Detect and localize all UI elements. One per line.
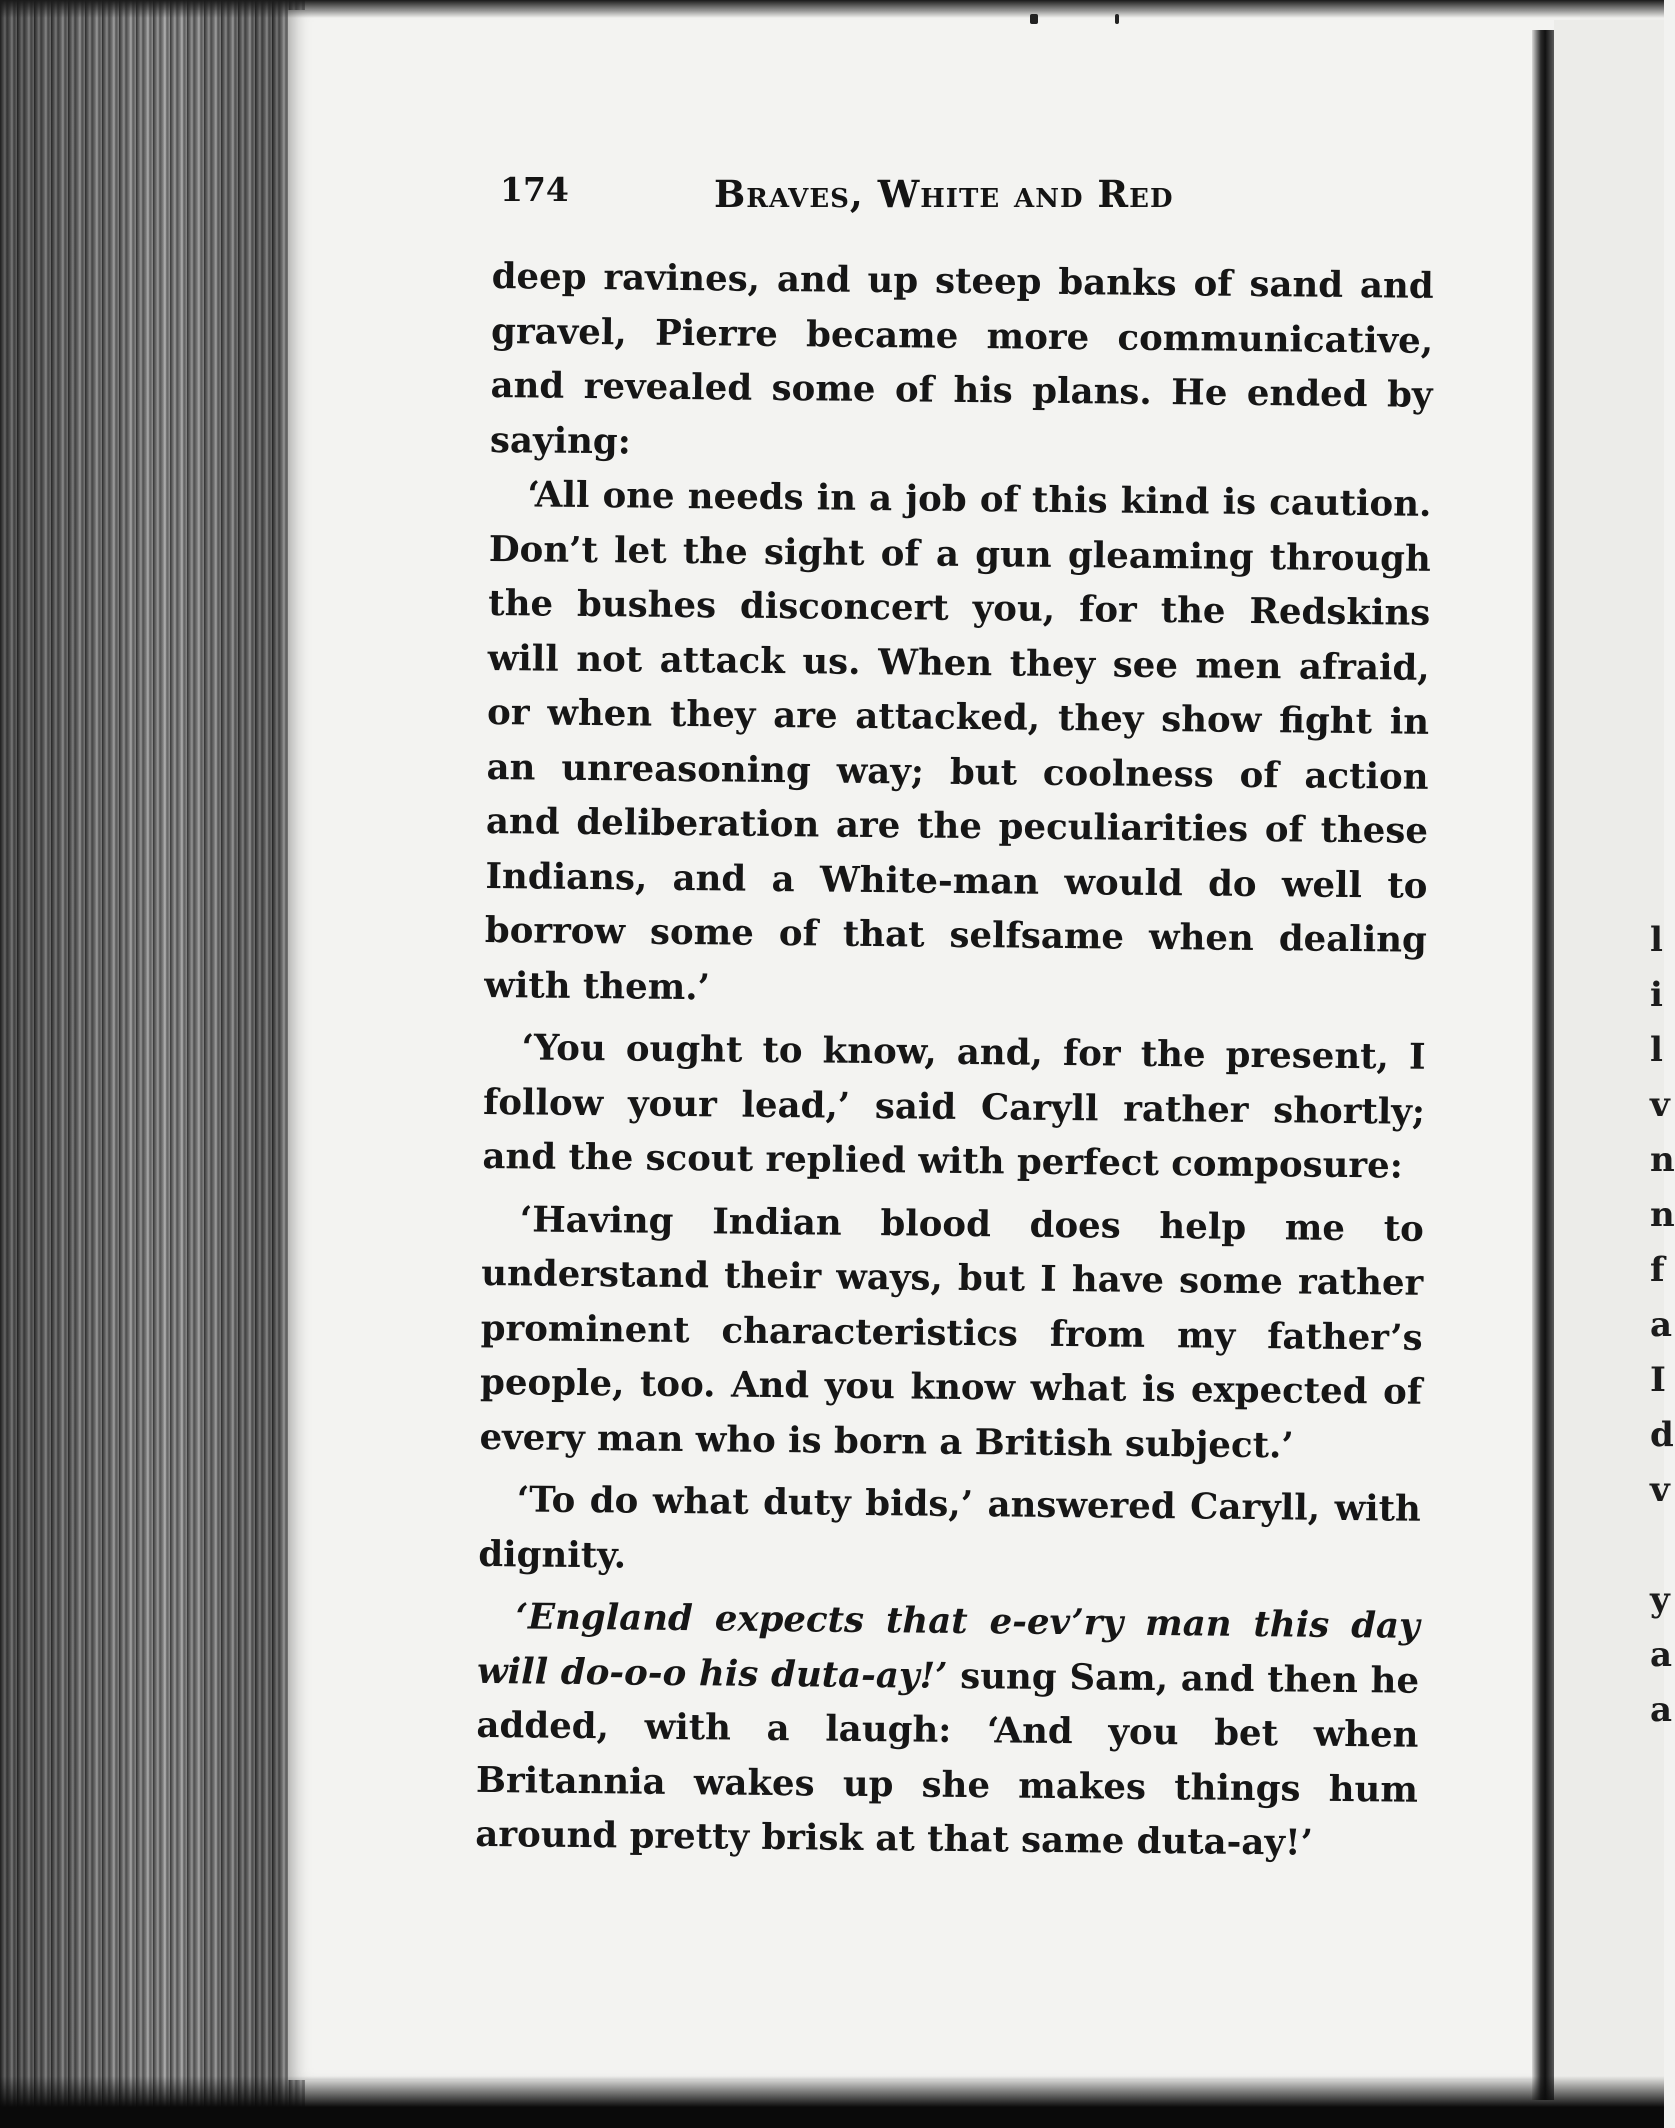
facing-letter: v bbox=[1650, 1085, 1670, 1125]
facing-letter: n bbox=[1650, 1195, 1675, 1235]
facing-letter: f bbox=[1650, 1250, 1665, 1290]
running-head: Braves, White and Red bbox=[714, 172, 1174, 216]
facing-letter: i bbox=[1650, 975, 1663, 1015]
facing-letter: a bbox=[1650, 1635, 1673, 1675]
print-speck bbox=[1115, 14, 1119, 24]
page-number: 174 bbox=[500, 170, 569, 209]
facing-page bbox=[1554, 20, 1664, 2100]
facing-letter: a bbox=[1650, 1305, 1673, 1345]
facing-letter: l bbox=[1650, 1030, 1663, 1070]
paragraph: ‘To do what duty bids,’ answered Caryll, with dignity. bbox=[478, 1479, 1422, 1576]
top-shadow bbox=[0, 0, 1664, 18]
paragraph: ‘All one needs in a job of this kind is caution. Don’t let the sight of a gun gleaming through the bushes disconcert you, for the Redskins will not attack us. When they see men afraid, or when they are attacked, they show fight in an unreasoning way; but coolness of action and deliberation are the peculiarities of these Indians, and a White-man would do well to borrow some of that selfsame when dealing with them.’ bbox=[484, 474, 1432, 1008]
bottom-shadow bbox=[0, 2076, 1664, 2128]
paragraph bbox=[475, 1590, 1420, 1872]
facing-letter: v bbox=[1650, 1470, 1670, 1510]
paragraph: deep ravines, and up steep banks of sand and gravel, Pierre became more communicative, and revealed some of his plans. He ended by saying: bbox=[489, 255, 1434, 462]
song-lyric: ‘England expects that e-ev’ry man this day will do-o-o his duta-ay!’ bbox=[476, 1596, 1420, 1697]
facing-letter: y bbox=[1650, 1580, 1670, 1620]
facing-letter: d bbox=[1650, 1415, 1674, 1455]
body-text bbox=[475, 250, 1434, 1872]
paragraph: ‘You ought to know, and, for the present, I follow your lead,’ said Caryll rather shortly; and the scout replied with perfect composure: bbox=[482, 1027, 1426, 1187]
facing-letter: I bbox=[1650, 1360, 1666, 1400]
facing-letter: a bbox=[1650, 1690, 1673, 1730]
paragraph-text: sung Sam, and then he added, with a laugh: ‘And you bet when Britannia wakes up she makes things hum around pretty brisk at that same duta-ay!’ bbox=[475, 1655, 1420, 1864]
page-edges bbox=[0, 0, 305, 2128]
facing-letter: n bbox=[1650, 1140, 1675, 1180]
book-gutter bbox=[1532, 30, 1554, 2100]
print-speck bbox=[1030, 14, 1038, 24]
paragraph: ‘Having Indian blood does help me to understand their ways, but I have some rather prominent characteristics from my father’s people, too. And you know what is expected of every man who is born a British subject.’ bbox=[479, 1198, 1425, 1466]
facing-letter: l bbox=[1650, 920, 1663, 960]
